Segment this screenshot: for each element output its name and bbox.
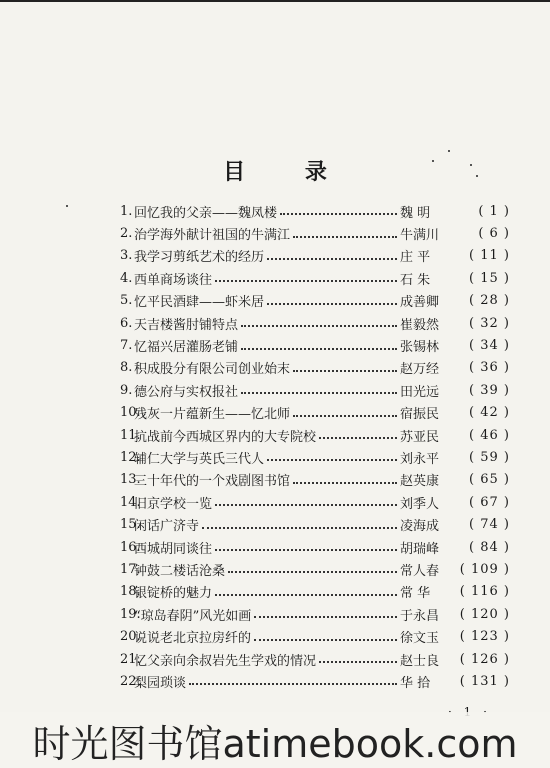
toc-leader-dots xyxy=(254,639,397,641)
toc-entry xyxy=(120,536,510,558)
toc-entry-number: 2. xyxy=(120,226,133,242)
toc-entry-page: ( 131 ) xyxy=(459,673,510,689)
toc-entry-page: ( 34 ) xyxy=(469,338,510,354)
toc-entry xyxy=(120,379,510,401)
toc-entry-page: ( 123 ) xyxy=(459,629,510,645)
toc-entry-author: 赵士良 xyxy=(400,653,440,669)
toc-entry xyxy=(120,491,510,513)
toc-entry-title: 天吉楼酱肘铺特点 xyxy=(134,317,239,333)
toc-leader-dots xyxy=(267,303,397,305)
toc-entry-title: 银锭桥的魅力 xyxy=(134,586,213,602)
toc-leader-dots xyxy=(293,482,397,484)
toc-entry-author: 胡瑞峰 xyxy=(400,541,440,557)
toc-entry-number: 13. xyxy=(120,472,141,488)
toc-entry-number: 21. xyxy=(120,651,141,667)
toc-entry-page: ( 6 ) xyxy=(478,226,510,242)
toc-entry-number: 5. xyxy=(120,293,133,309)
table-of-contents xyxy=(120,200,510,693)
toc-entry-author: 于永昌 xyxy=(400,608,440,624)
toc-entry-author: 常人春 xyxy=(400,563,440,579)
toc-entry-number: 8. xyxy=(120,360,133,376)
toc-entry-author: 石 朱 xyxy=(400,272,431,288)
toc-entry-number: 15. xyxy=(120,517,141,533)
toc-entry-page: ( 120 ) xyxy=(459,606,510,622)
toc-entry-number: 22. xyxy=(120,673,141,689)
toc-entry-page: ( 39 ) xyxy=(469,382,510,398)
toc-entry-number: 20. xyxy=(120,629,141,645)
toc-entry xyxy=(120,670,510,692)
toc-entry-title: 积成股分有限公司创业始末 xyxy=(134,362,291,378)
toc-entry-number: 6. xyxy=(120,315,133,331)
toc-entry-author: 刘永平 xyxy=(400,451,440,467)
watermark: 时光图书馆atimebook.com xyxy=(0,712,550,768)
toc-entry-title: 钟鼓二楼话沧桑 xyxy=(134,563,226,579)
toc-entry xyxy=(120,312,510,334)
toc-entry-author: 张锡林 xyxy=(400,340,440,356)
toc-entry xyxy=(120,267,510,289)
toc-entry-author: 赵万经 xyxy=(400,362,440,378)
toc-entry-title: “琼岛春阴”风光如画 xyxy=(134,608,252,624)
toc-entry-number: 7. xyxy=(120,338,133,354)
toc-entry-author: 魏 明 xyxy=(400,205,431,221)
toc-entry xyxy=(120,625,510,647)
toc-leader-dots xyxy=(293,236,397,238)
toc-entry-title: 西城胡同谈往 xyxy=(134,541,213,557)
toc-entry-page: ( 28 ) xyxy=(469,293,510,309)
toc-leader-dots xyxy=(280,213,397,215)
toc-entry xyxy=(120,402,510,424)
toc-entry-number: 9. xyxy=(120,382,133,398)
toc-entry xyxy=(120,290,510,312)
toc-entry-page: ( 109 ) xyxy=(459,561,510,577)
toc-entry-title: 抗战前今西城区界内的大专院校 xyxy=(134,429,317,445)
toc-entry xyxy=(120,200,510,222)
toc-leader-dots xyxy=(215,504,397,506)
toc-entry-title: 残灰一片蕴新生——忆北师 xyxy=(134,407,291,423)
toc-entry xyxy=(120,648,510,670)
toc-entry-number: 11. xyxy=(120,427,141,443)
toc-entry-author: 刘季人 xyxy=(400,496,440,512)
top-border xyxy=(0,0,550,2)
toc-leader-dots xyxy=(215,280,397,282)
toc-entry-page: ( 42 ) xyxy=(469,405,510,421)
toc-entry-author: 徐文玉 xyxy=(400,631,440,647)
toc-entry-page: ( 11 ) xyxy=(469,248,510,264)
toc-entry-title: 西单商场谈往 xyxy=(134,272,213,288)
toc-entry-number: 3. xyxy=(120,248,133,264)
toc-entry-author: 华 拾 xyxy=(400,675,431,691)
toc-entry-page: ( 65 ) xyxy=(469,472,510,488)
toc-entry-page: ( 1 ) xyxy=(478,203,510,219)
toc-leader-dots xyxy=(202,527,397,529)
toc-entry xyxy=(120,513,510,535)
toc-entry-title: 我学习剪纸艺术的经历 xyxy=(134,250,265,266)
toc-entry xyxy=(120,469,510,491)
toc-leader-dots xyxy=(189,683,397,685)
toc-entry-author: 庄 平 xyxy=(400,250,431,266)
toc-entry-page: ( 126 ) xyxy=(459,651,510,667)
toc-entry-title: 忆平民酒肆——虾米居 xyxy=(134,295,265,311)
toc-entry-page: ( 15 ) xyxy=(469,270,510,286)
toc-entry-title: 忆父亲向余叔岩先生学戏的情况 xyxy=(134,653,317,669)
toc-leader-dots xyxy=(215,549,397,551)
toc-entry xyxy=(120,245,510,267)
toc-entry xyxy=(120,424,510,446)
toc-entry-author: 常 华 xyxy=(400,586,431,602)
toc-entry-title: 三十年代的一个戏剧图书馆 xyxy=(134,474,291,490)
toc-entry-title: 辅仁大学与英氏三代人 xyxy=(134,451,265,467)
toc-leader-dots xyxy=(228,571,397,573)
toc-entry-page: ( 74 ) xyxy=(469,517,510,533)
toc-entry xyxy=(120,222,510,244)
toc-entry xyxy=(120,581,510,603)
toc-entry-author: 宿振民 xyxy=(400,407,440,423)
toc-leader-dots xyxy=(267,258,397,260)
toc-leader-dots xyxy=(215,594,397,596)
toc-entry-number: 10. xyxy=(120,405,141,421)
toc-entry-author: 成善卿 xyxy=(400,295,440,311)
toc-leader-dots xyxy=(241,348,397,350)
toc-entry-page: ( 116 ) xyxy=(459,584,510,600)
toc-entry xyxy=(120,357,510,379)
page-title: 目 录 xyxy=(223,159,353,185)
toc-leader-dots xyxy=(293,370,397,372)
toc-leader-dots xyxy=(241,392,397,394)
toc-entry-page: ( 32 ) xyxy=(469,315,510,331)
toc-leader-dots xyxy=(254,616,397,618)
toc-entry xyxy=(120,558,510,580)
toc-leader-dots xyxy=(241,325,397,327)
toc-leader-dots xyxy=(319,661,397,663)
toc-entry-title: 说说老北京拉房纤的 xyxy=(134,631,252,647)
toc-entry-author: 田光远 xyxy=(400,384,440,400)
toc-entry-number: 12. xyxy=(120,449,141,465)
toc-entry-title: 闲话广济寺 xyxy=(134,519,200,535)
toc-leader-dots xyxy=(319,437,397,439)
scan-speck xyxy=(448,150,450,152)
scan-speck xyxy=(66,205,68,207)
toc-entry-page: ( 67 ) xyxy=(469,494,510,510)
toc-entry-title: 回忆我的父亲——魏凤楼 xyxy=(134,205,278,221)
toc-entry-author: 凌海成 xyxy=(400,519,440,535)
toc-entry-number: 1. xyxy=(120,203,133,219)
toc-entry-number: 17. xyxy=(120,561,141,577)
toc-leader-dots xyxy=(267,459,397,461)
toc-entry-title: 忆福兴居灌肠老铺 xyxy=(134,340,239,356)
toc-entry-author: 崔毅然 xyxy=(400,317,440,333)
toc-entry-page: ( 36 ) xyxy=(469,360,510,376)
toc-entry-title: 旧京学校一览 xyxy=(134,496,213,512)
toc-entry-author: 牛满川 xyxy=(400,228,440,244)
toc-entry-page: ( 46 ) xyxy=(469,427,510,443)
toc-entry-number: 16. xyxy=(120,539,141,555)
toc-entry-author: 苏亚民 xyxy=(400,429,440,445)
toc-entry-title: 治学海外献计祖国的牛满江 xyxy=(134,228,291,244)
toc-entry-page: ( 59 ) xyxy=(469,449,510,465)
toc-entry-number: 14. xyxy=(120,494,141,510)
toc-entry-title: 德公府与实权报社 xyxy=(134,384,239,400)
toc-entry-title: 梨园琐谈 xyxy=(134,675,187,691)
toc-entry-number: 18. xyxy=(120,584,141,600)
toc-entry-number: 4. xyxy=(120,270,133,286)
toc-entry-author: 赵英康 xyxy=(400,474,440,490)
toc-entry xyxy=(120,334,510,356)
toc-entry-page: ( 84 ) xyxy=(469,539,510,555)
toc-leader-dots xyxy=(293,415,397,417)
toc-entry xyxy=(120,446,510,468)
toc-entry xyxy=(120,603,510,625)
toc-entry-number: 19. xyxy=(120,606,141,622)
